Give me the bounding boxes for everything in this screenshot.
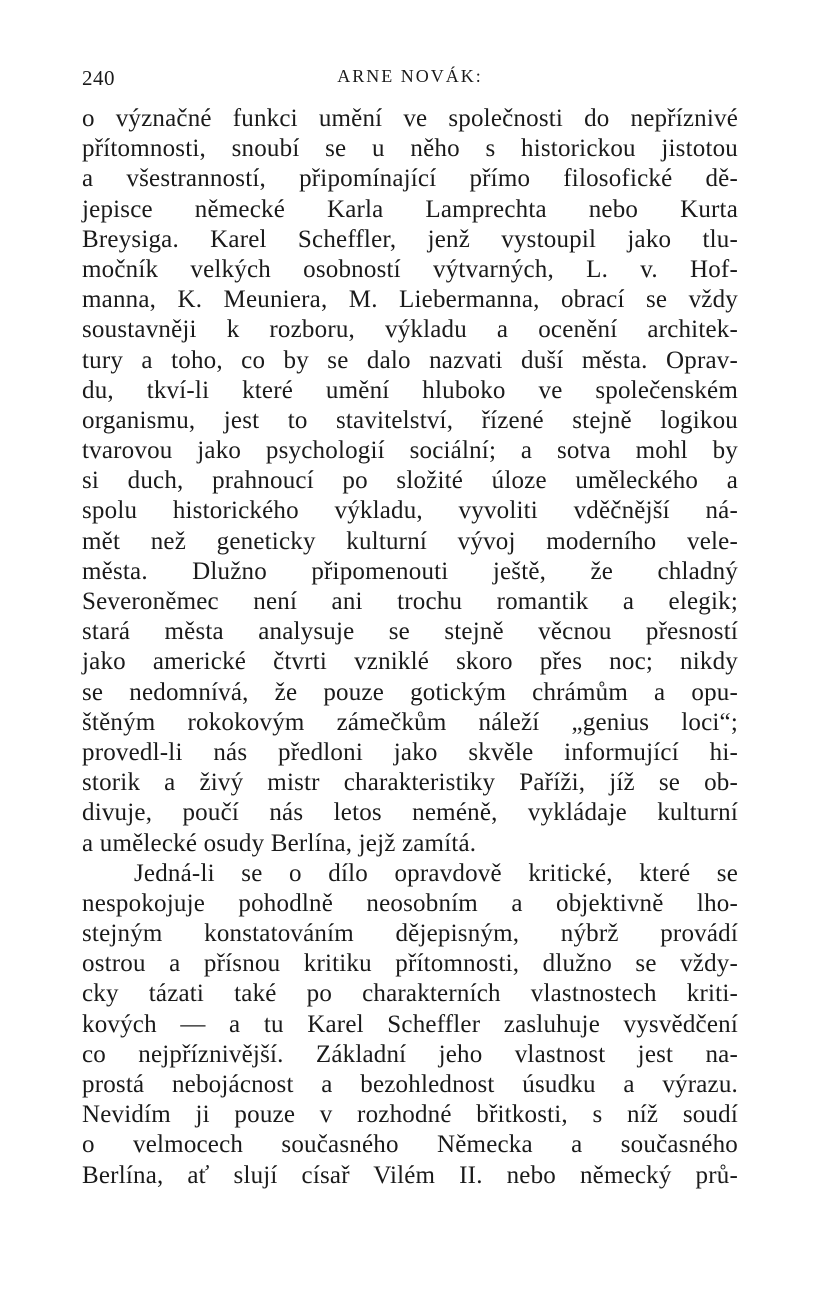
text-line: si duch, prahnoucí po složité úloze uměleckého a <box>82 467 738 495</box>
running-head: ARNE NOVÁK: <box>337 66 483 86</box>
text-line: kových — a tu Karel Scheffler zasluhuje vysvědčení <box>82 1010 738 1038</box>
text-line: přítomnosti, snoubí se u něho s historickou jistotou <box>82 135 738 163</box>
body-text <box>82 104 738 1191</box>
text-line: provedl-li nás předloni jako skvěle informující hi- <box>82 738 738 766</box>
text-line: divuje, poučí nás letos neméně, vykládaje kulturní <box>82 799 738 827</box>
book-page <box>82 60 738 1191</box>
page-header <box>82 60 738 94</box>
text-line: Nevidím ji pouze v rozhodné břitkosti, s níž soudí <box>82 1101 738 1129</box>
text-line: soustavněji k rozboru, výkladu a ocenění architek- <box>82 316 738 344</box>
text-line: močník velkých osobností výtvarných, L. v. Hof- <box>82 255 738 283</box>
text-line: a všestranností, připomínající přímo filosofické dě- <box>82 165 738 193</box>
text-line: ostrou a přísnou kritiku přítomnosti, dlužno se vždy- <box>82 950 738 978</box>
text-line: nespokojuje pohodlně neosobním a objektivně lho- <box>82 889 738 917</box>
text-line: co nejpříznivější. Základní jeho vlastnost jest na- <box>82 1040 738 1068</box>
text-line: du, tkví-li které umění hluboko ve společenském <box>82 376 738 404</box>
text-line: stará města analysuje se stejně věcnou přesností <box>82 618 738 646</box>
text-line: tvarovou jako psychologií sociální; a sotva mohl by <box>82 437 738 465</box>
paragraph-start-line: Jedná-li se o dílo opravdově kritické, které se <box>134 859 738 887</box>
page-number: 240 <box>82 66 115 90</box>
text-line: Severoněmec není ani trochu romantik a elegik; <box>82 588 738 615</box>
paragraph-end-line: a umělecké osudy Berlína, jejž zamítá. <box>82 829 477 857</box>
text-line: manna, K. Meuniera, M. Liebermanna, obrací se vždy <box>82 286 738 314</box>
text-line: organismu, jest to stavitelství, řízené stejně logikou <box>82 406 738 434</box>
text-line: se nedomnívá, že pouze gotickým chrámům a opu- <box>82 678 738 706</box>
text-line: Berlína, ať slují císař Vilém II. nebo německý prů- <box>82 1161 738 1189</box>
text-line: jako americké čtvrti vzniklé skoro přes noc; nikdy <box>82 648 738 676</box>
text-line: štěným rokokovým zámečkům náleží „genius loci“; <box>82 708 738 736</box>
text-line: stejným konstatováním dějepisným, nýbrž provádí <box>82 920 738 948</box>
text-line: spolu historického výkladu, vyvoliti vděčnější ná- <box>82 497 738 525</box>
text-line: Breysiga. Karel Scheffler, jenž vystoupil jako tlu- <box>82 225 738 253</box>
text-line: o význačné funkci umění ve společnosti do nepříznivé <box>82 105 738 132</box>
text-line: prostá nebojácnost a bezohlednost úsudku a výrazu. <box>82 1071 738 1098</box>
text-line: o velmocech současného Německa a současného <box>82 1131 738 1159</box>
text-line: tury a toho, co by se dalo nazvati duší města. Oprav- <box>82 346 738 374</box>
text-line: storik a živý mistr charakteristiky Paříži, jíž se ob- <box>82 769 738 797</box>
text-line: jepisce německé Karla Lamprechta nebo Kurta <box>82 195 738 223</box>
text-line: města. Dlužno připomenouti ještě, že chladný <box>82 557 738 585</box>
text-line: mět než geneticky kulturní vývoj moderního vele- <box>82 527 738 555</box>
text-line: cky tázati také po charakterních vlastnostech kriti- <box>82 980 738 1008</box>
